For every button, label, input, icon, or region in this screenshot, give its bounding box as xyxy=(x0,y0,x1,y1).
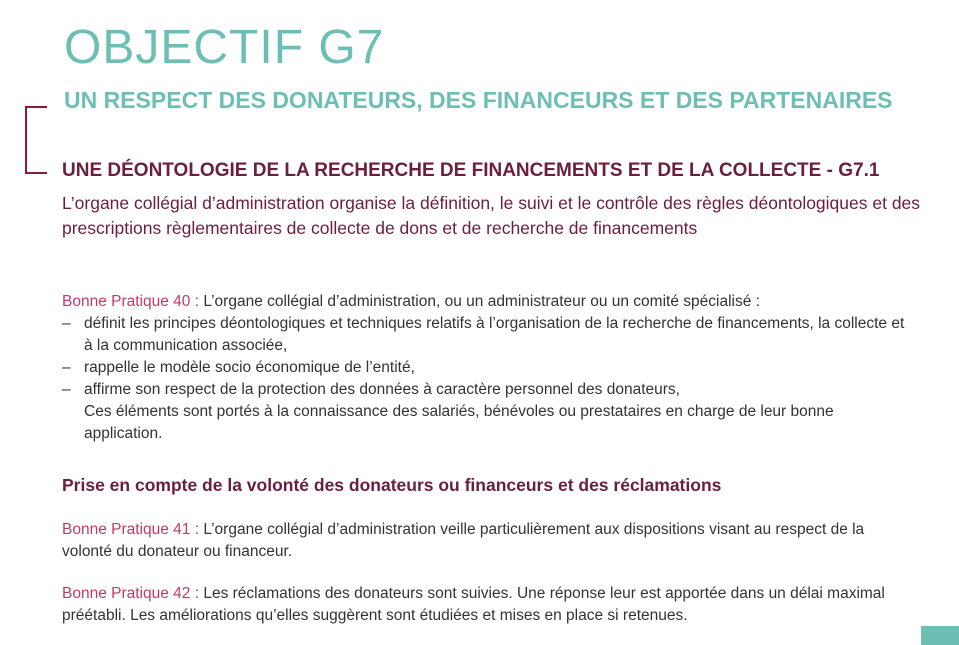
good-practice-40-closing: Ces éléments sont portés à la connaissance des salariés, bénévoles ou prestataires en charge de leur bonne application. xyxy=(84,403,834,442)
dash-bullet-icon: – xyxy=(62,381,71,398)
list-item-text: affirme son respect de la protection des données à caractère personnel des donateurs, xyxy=(84,381,680,398)
list-item xyxy=(62,379,912,445)
good-practice-41-label: Bonne Pratique 41 : xyxy=(62,521,200,538)
good-practice-41-text: L’organe collégial d’administration veille particulièrement aux dispositions visant au respect de la volonté du donateur ou financeur. xyxy=(62,521,865,560)
objective-title: OBJECTIF G7 xyxy=(64,21,385,74)
good-practice-40-text: L’organe collégial d’administration, ou un administrateur ou un comité spécialisé : xyxy=(203,293,760,310)
section-bracket-decoration xyxy=(25,106,47,174)
list-item xyxy=(62,357,912,379)
page-number-tab xyxy=(921,626,959,645)
dash-bullet-icon: – xyxy=(62,359,71,376)
section-intro: L’organe collégial d’administration organise la définition, le suivi et le contrôle des règles déontologiques et des prescriptions règlementaires de collecte de dons et de recherche de financements xyxy=(62,193,921,238)
list-item-text: définit les principes déontologiques et techniques relatifs à l’organisation de la recherche de financements, la collecte et à la communication associée, xyxy=(84,315,905,354)
section-heading: UNE DÉONTOLOGIE DE LA RECHERCHE DE FINANCEMENTS ET DE LA COLLECTE - G7.1 xyxy=(62,160,880,181)
good-practice-40-header xyxy=(62,291,912,313)
good-practice-41 xyxy=(62,519,912,563)
good-practice-42-label: Bonne Pratique 42 : xyxy=(62,585,200,602)
list-item-text: rappelle le modèle socio économique de l’entité, xyxy=(84,359,415,376)
good-practice-40 xyxy=(62,291,912,445)
list-item xyxy=(62,313,912,357)
good-practice-40-list xyxy=(62,313,912,445)
complaints-subheading: Prise en compte de la volonté des donateurs ou financeurs et des réclamations xyxy=(62,475,722,495)
good-practice-40-label: Bonne Pratique 40 : xyxy=(62,293,200,310)
objective-subtitle: UN RESPECT DES DONATEURS, DES FINANCEURS ET DES PARTENAIRES xyxy=(64,87,893,113)
good-practice-42 xyxy=(62,583,912,627)
good-practice-42-text: Les réclamations des donateurs sont suivies. Une réponse leur est apportée dans un délai maximal préétabli. Les améliorations qu’elles suggèrent sont étudiées et mises en place si retenues. xyxy=(62,585,885,624)
dash-bullet-icon: – xyxy=(62,315,71,332)
